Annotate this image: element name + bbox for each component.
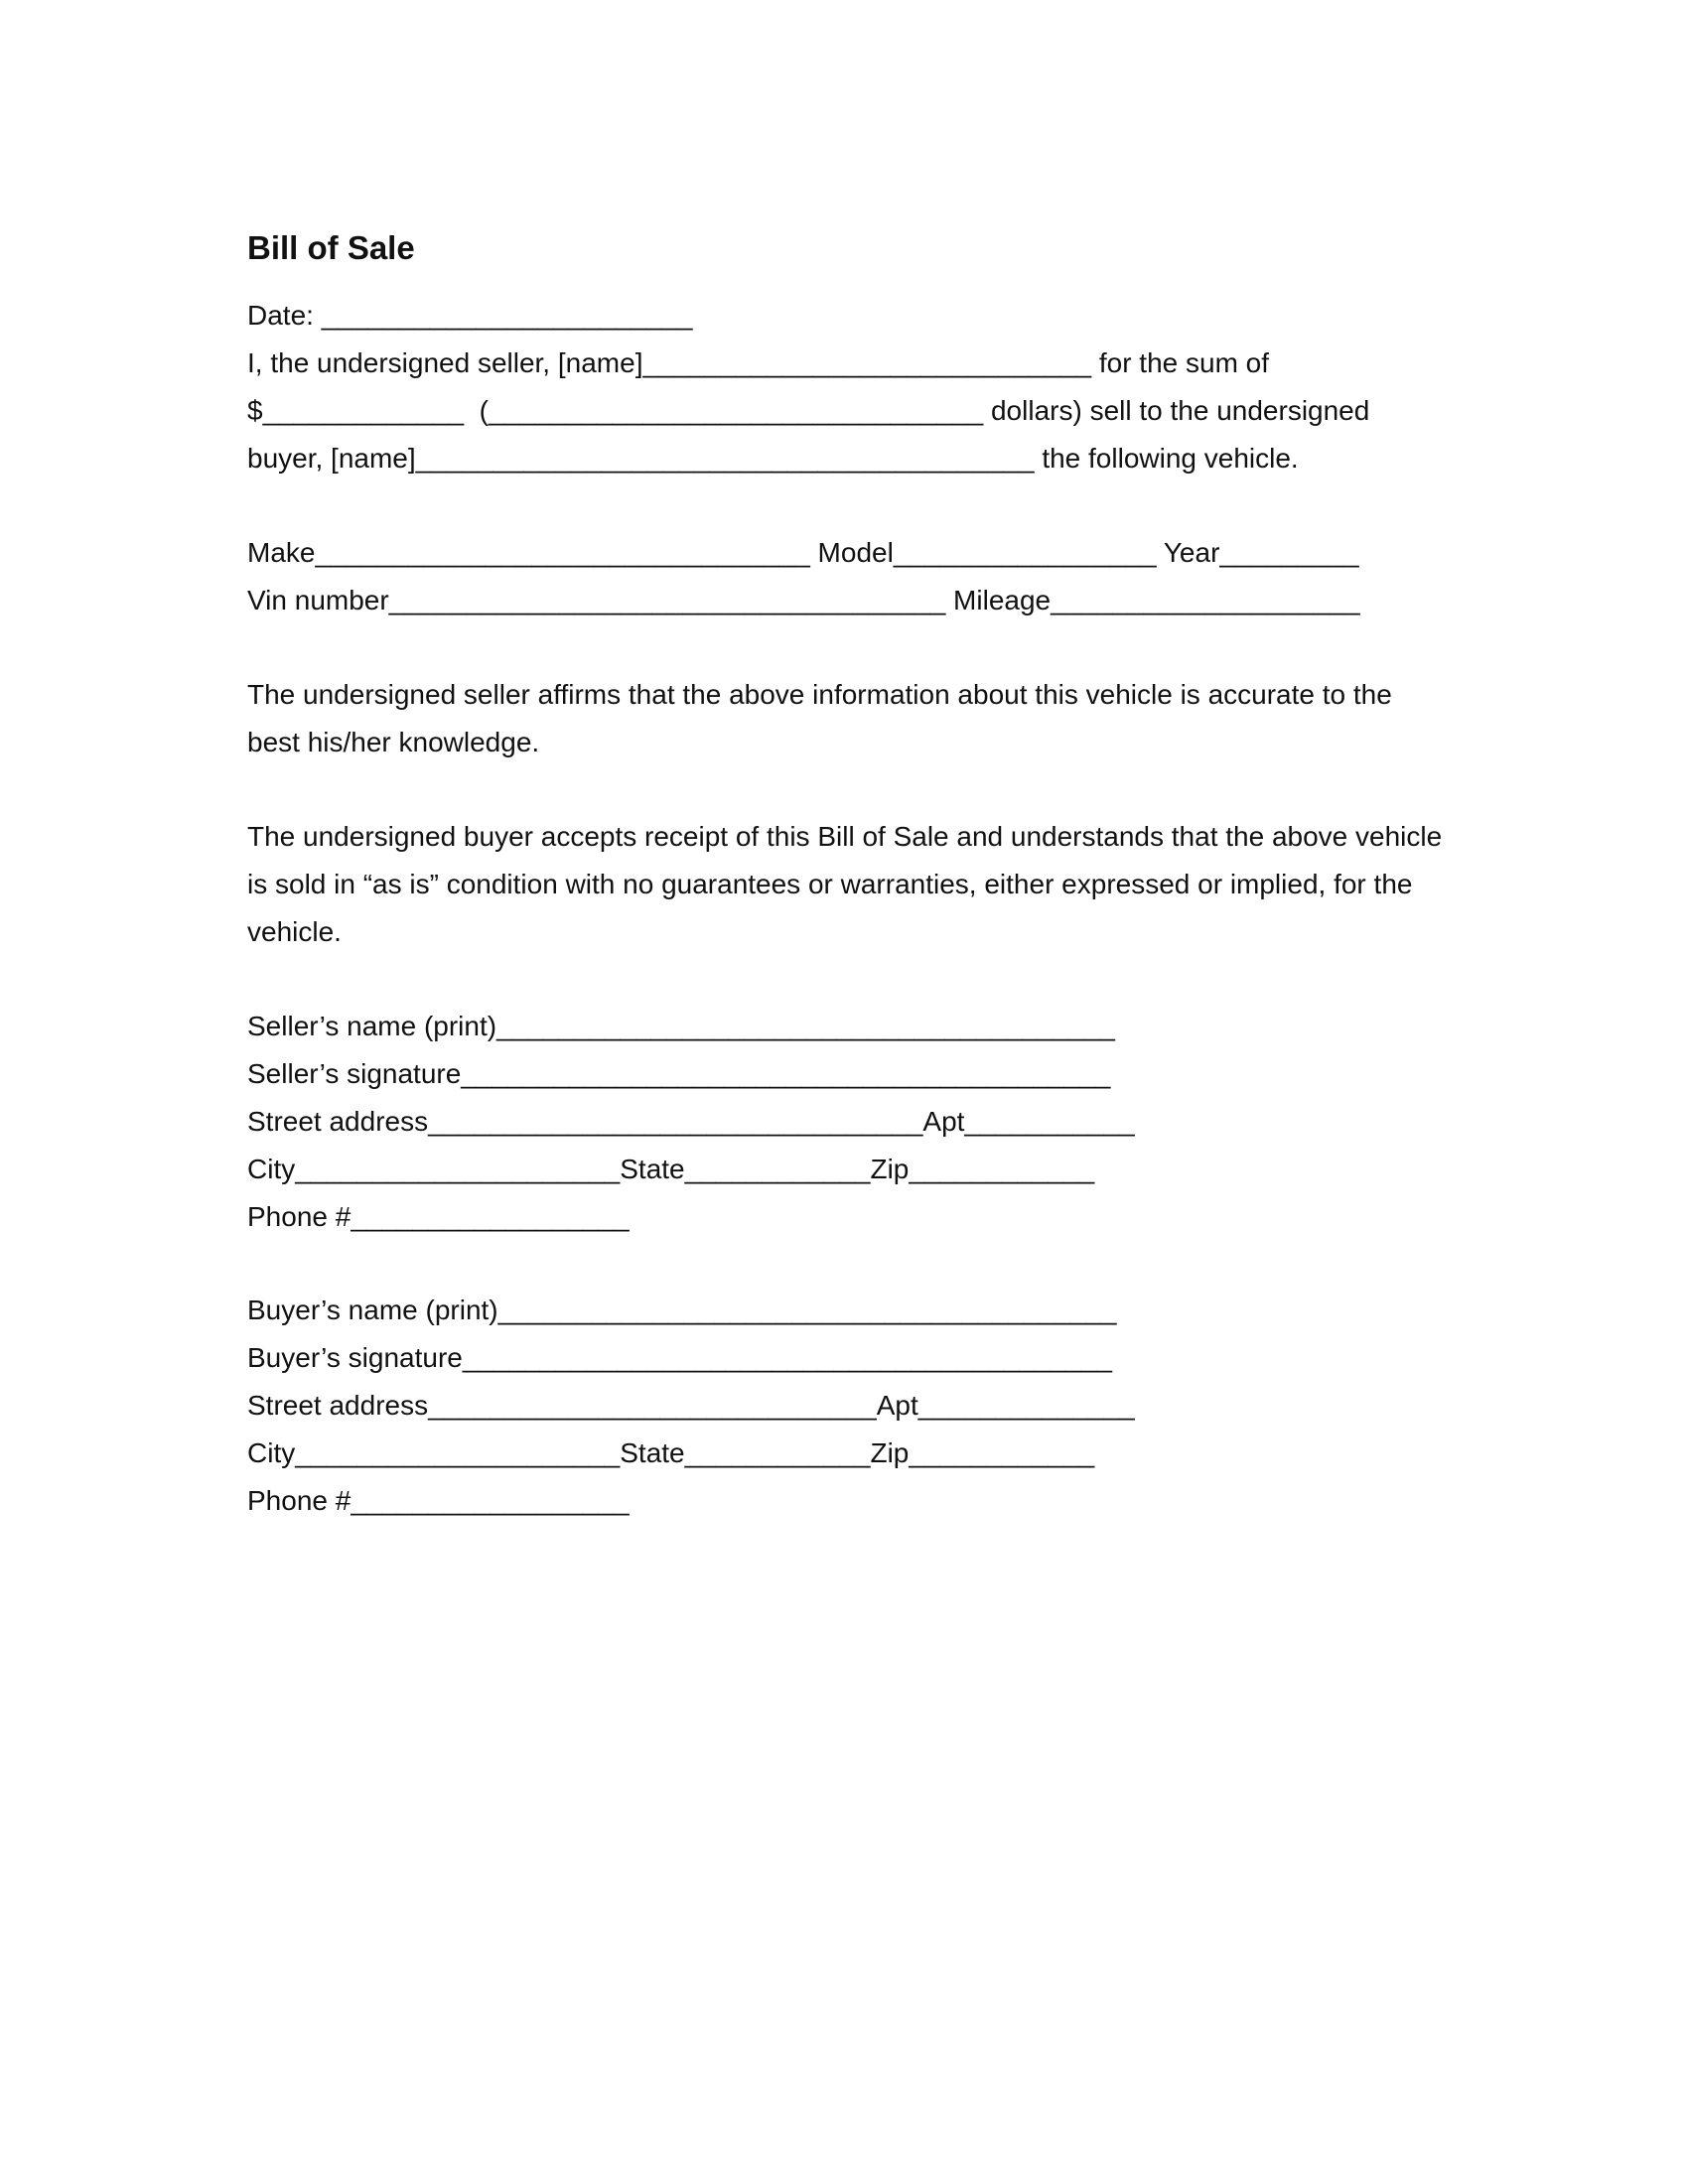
seller-phone-field[interactable]: Phone #__________________ bbox=[247, 1201, 630, 1232]
seller-signature-field[interactable]: Seller’s signature__________________________________________ bbox=[247, 1058, 1111, 1089]
seller-city-state-zip-field[interactable]: City_____________________State____________Zip____________ bbox=[247, 1154, 1095, 1184]
seller-affirmation-line-2: best his/her knowledge. bbox=[247, 727, 540, 757]
buyer-acceptance-line-3: vehicle. bbox=[247, 916, 342, 947]
vehicle-make-model-year[interactable]: Make________________________________ Model_________________ Year_________ bbox=[247, 537, 1359, 568]
buyer-name-field[interactable]: Buyer’s name (print)________________________________________ bbox=[247, 1295, 1117, 1325]
buyer-name-sentence[interactable]: buyer, [name]________________________________________ the following vehicle. bbox=[247, 443, 1299, 474]
buyer-acceptance-line-1: The undersigned buyer accepts receipt of this Bill of Sale and understands that the above vehicle bbox=[247, 821, 1443, 852]
vehicle-vin-mileage[interactable]: Vin number____________________________________ Mileage____________________ bbox=[247, 585, 1360, 615]
buyer-phone-field[interactable]: Phone #__________________ bbox=[247, 1485, 630, 1516]
document-title: Bill of Sale bbox=[247, 229, 415, 266]
seller-name-sentence[interactable]: I, the undersigned seller, [name]_____________________________ for the sum of bbox=[247, 347, 1270, 378]
seller-name-field[interactable]: Seller’s name (print)________________________________________ bbox=[247, 1011, 1115, 1041]
seller-street-field[interactable]: Street address________________________________Apt___________ bbox=[247, 1106, 1135, 1137]
buyer-city-state-zip-field[interactable]: City_____________________State____________Zip____________ bbox=[247, 1437, 1095, 1468]
buyer-street-field[interactable]: Street address_____________________________Apt______________ bbox=[247, 1390, 1135, 1421]
seller-affirmation-line-1: The undersigned seller affirms that the above information about this vehicle is accurate to the bbox=[247, 679, 1392, 710]
date-field[interactable]: Date: ________________________ bbox=[247, 300, 693, 331]
sale-amount-sentence[interactable]: $_____________ (________________________________ dollars) sell to the undersigned bbox=[247, 395, 1370, 426]
buyer-acceptance-line-2: is sold in “as is” condition with no guarantees or warranties, either expressed or implied, for the bbox=[247, 869, 1413, 899]
buyer-signature-field[interactable]: Buyer’s signature__________________________________________ bbox=[247, 1342, 1112, 1373]
